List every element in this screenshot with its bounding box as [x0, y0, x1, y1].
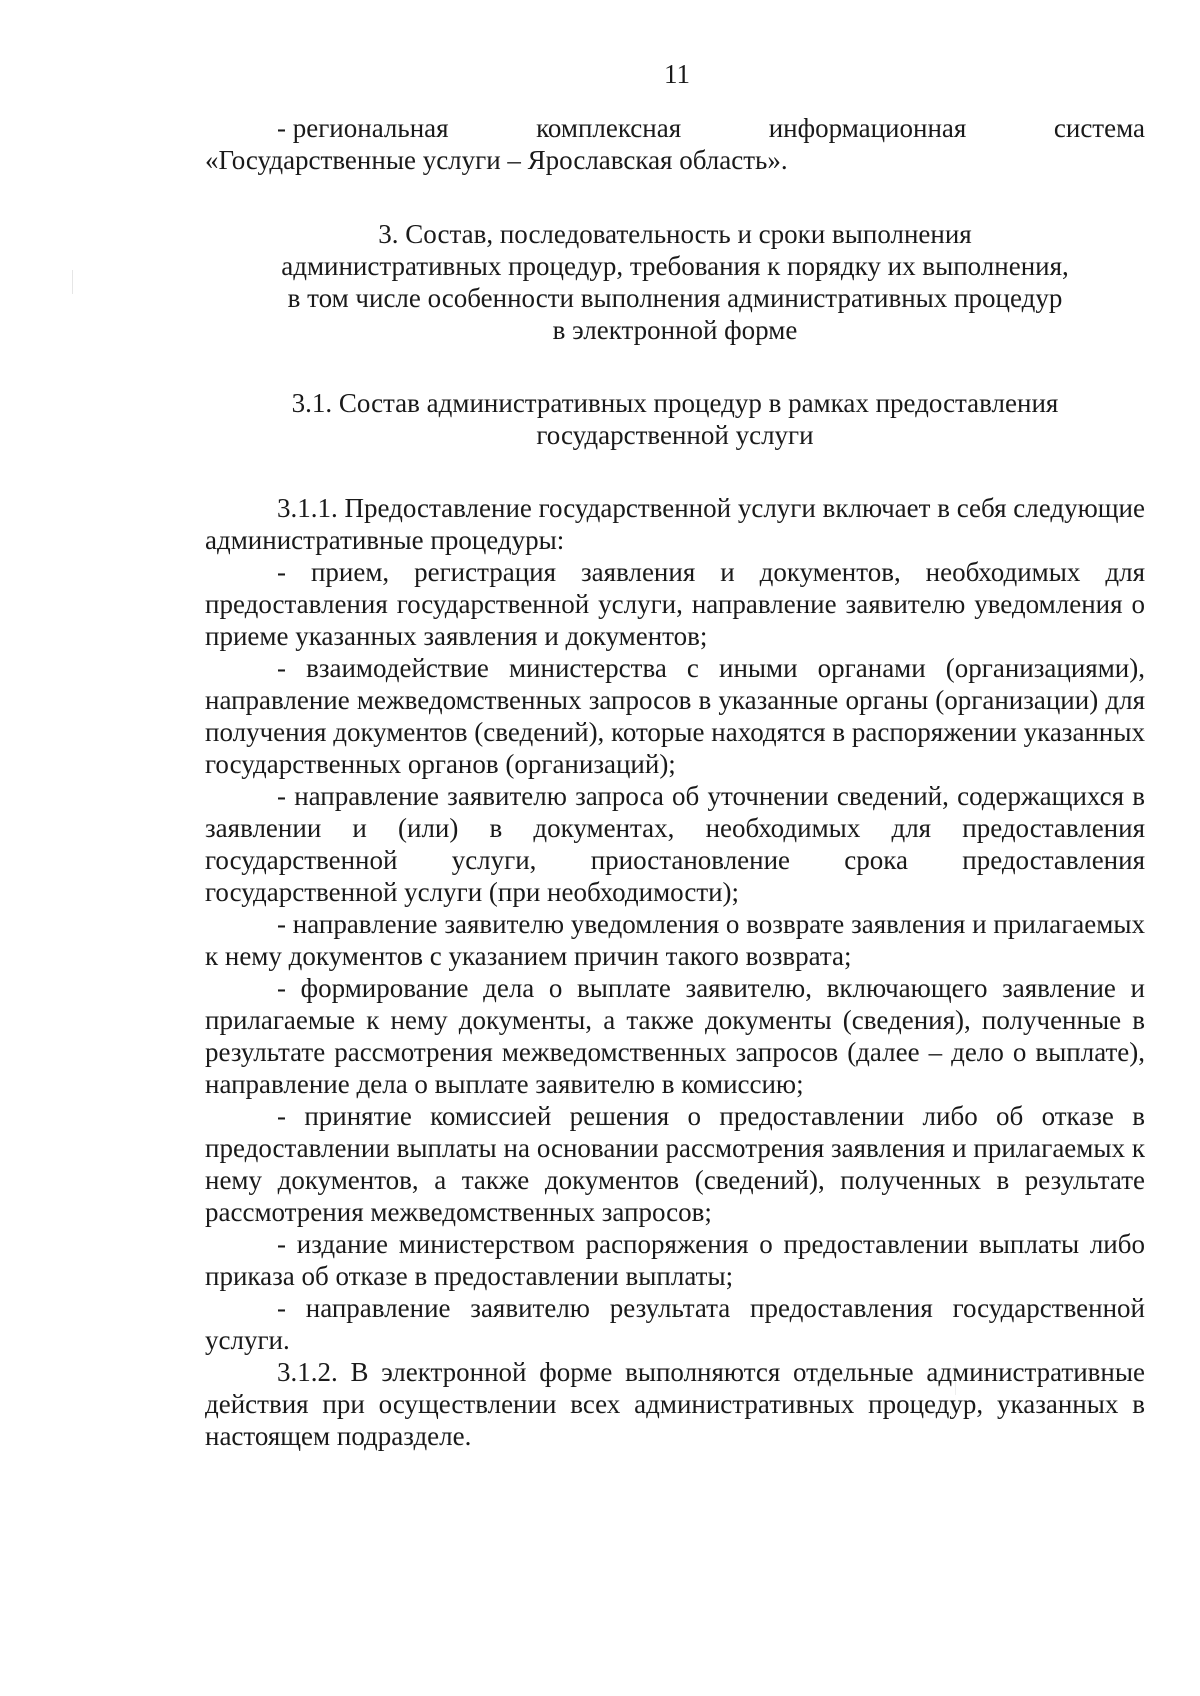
intro-word: - региональная	[277, 113, 449, 143]
section-heading-line: 3. Состав, последовательность и сроки выполнения	[378, 219, 972, 249]
intro-word: система	[1053, 113, 1145, 143]
list-item: - формирование дела о выплате заявителю, включающего заявление и прилагаемые к нему документы, а также документы (сведения), полученные в результате рассмотрения межведомственных запросов (далее – дело о выплате), направление дела о выплате заявителю в комиссию;	[205, 973, 1145, 1099]
subsection-heading-line: 3.1. Состав административных процедур в рамках предоставления	[291, 388, 1059, 418]
paragraph: 3.1.2. В электронной форме выполняются отдельные административные действия при осуществлении всех административных процедур, указанных в настоящем подразделе.	[205, 1357, 1145, 1451]
paragraph: 3.1.1. Предоставление государственной услуги включает в себя следующие административные процедуры:	[205, 493, 1145, 555]
list-item: - направление заявителю результата предоставления государственной услуги.	[205, 1293, 1145, 1355]
page-number: 11	[664, 59, 690, 89]
document-body	[205, 112, 1145, 1452]
subsection-heading	[205, 387, 1145, 451]
intro-continuation	[205, 112, 1145, 176]
section-heading	[205, 218, 1145, 346]
list-item: - прием, регистрация заявления и документов, необходимых для предоставления государственной услуги, направление заявителю уведомления о приеме указанных заявления и документов;	[205, 557, 1145, 651]
intro-line-2: «Государственные услуги – Ярославская область».	[205, 145, 788, 175]
list-item: - взаимодействие министерства с иными органами (организациями), направление межведомственных запросов в указанные органы (организации) для получения документов (сведений), которые находятся в распоряжении указанных государственных органов (организаций);	[205, 653, 1145, 779]
section-heading-line: в электронной форме	[552, 315, 798, 345]
section-heading-line: в том числе особенности выполнения административных процедур	[287, 283, 1063, 313]
list-item: - направление заявителю уведомления о возврате заявления и прилагаемых к нему документов с указанием причин такого возврата;	[205, 909, 1145, 971]
intro-line-1	[205, 112, 1145, 144]
paragraph-list	[205, 492, 1145, 1452]
section-heading-line: административных процедур, требования к порядку их выполнения,	[281, 251, 1069, 281]
subsection-heading-line: государственной услуги	[536, 420, 814, 450]
intro-word: информационная	[768, 113, 967, 143]
list-item: - издание министерством распоряжения о предоставлении выплаты либо приказа об отказе в предоставлении выплаты;	[205, 1229, 1145, 1291]
intro-word: комплексная	[536, 113, 682, 143]
scan-artifact	[72, 270, 73, 294]
list-item: - принятие комиссией решения о предоставлении либо об отказе в предоставлении выплаты на основании рассмотрения заявления и прилагаемых к нему документов, а также документов (сведений), полученных в результате рассмотрения межведомственных запросов;	[205, 1101, 1145, 1227]
list-item: - направление заявителю запроса об уточнении сведений, содержащихся в заявлении и (или) в документах, необходимых для предоставления государственной услуги, приостановление срока предоставления государственной услуги (при необходимости);	[205, 781, 1145, 907]
